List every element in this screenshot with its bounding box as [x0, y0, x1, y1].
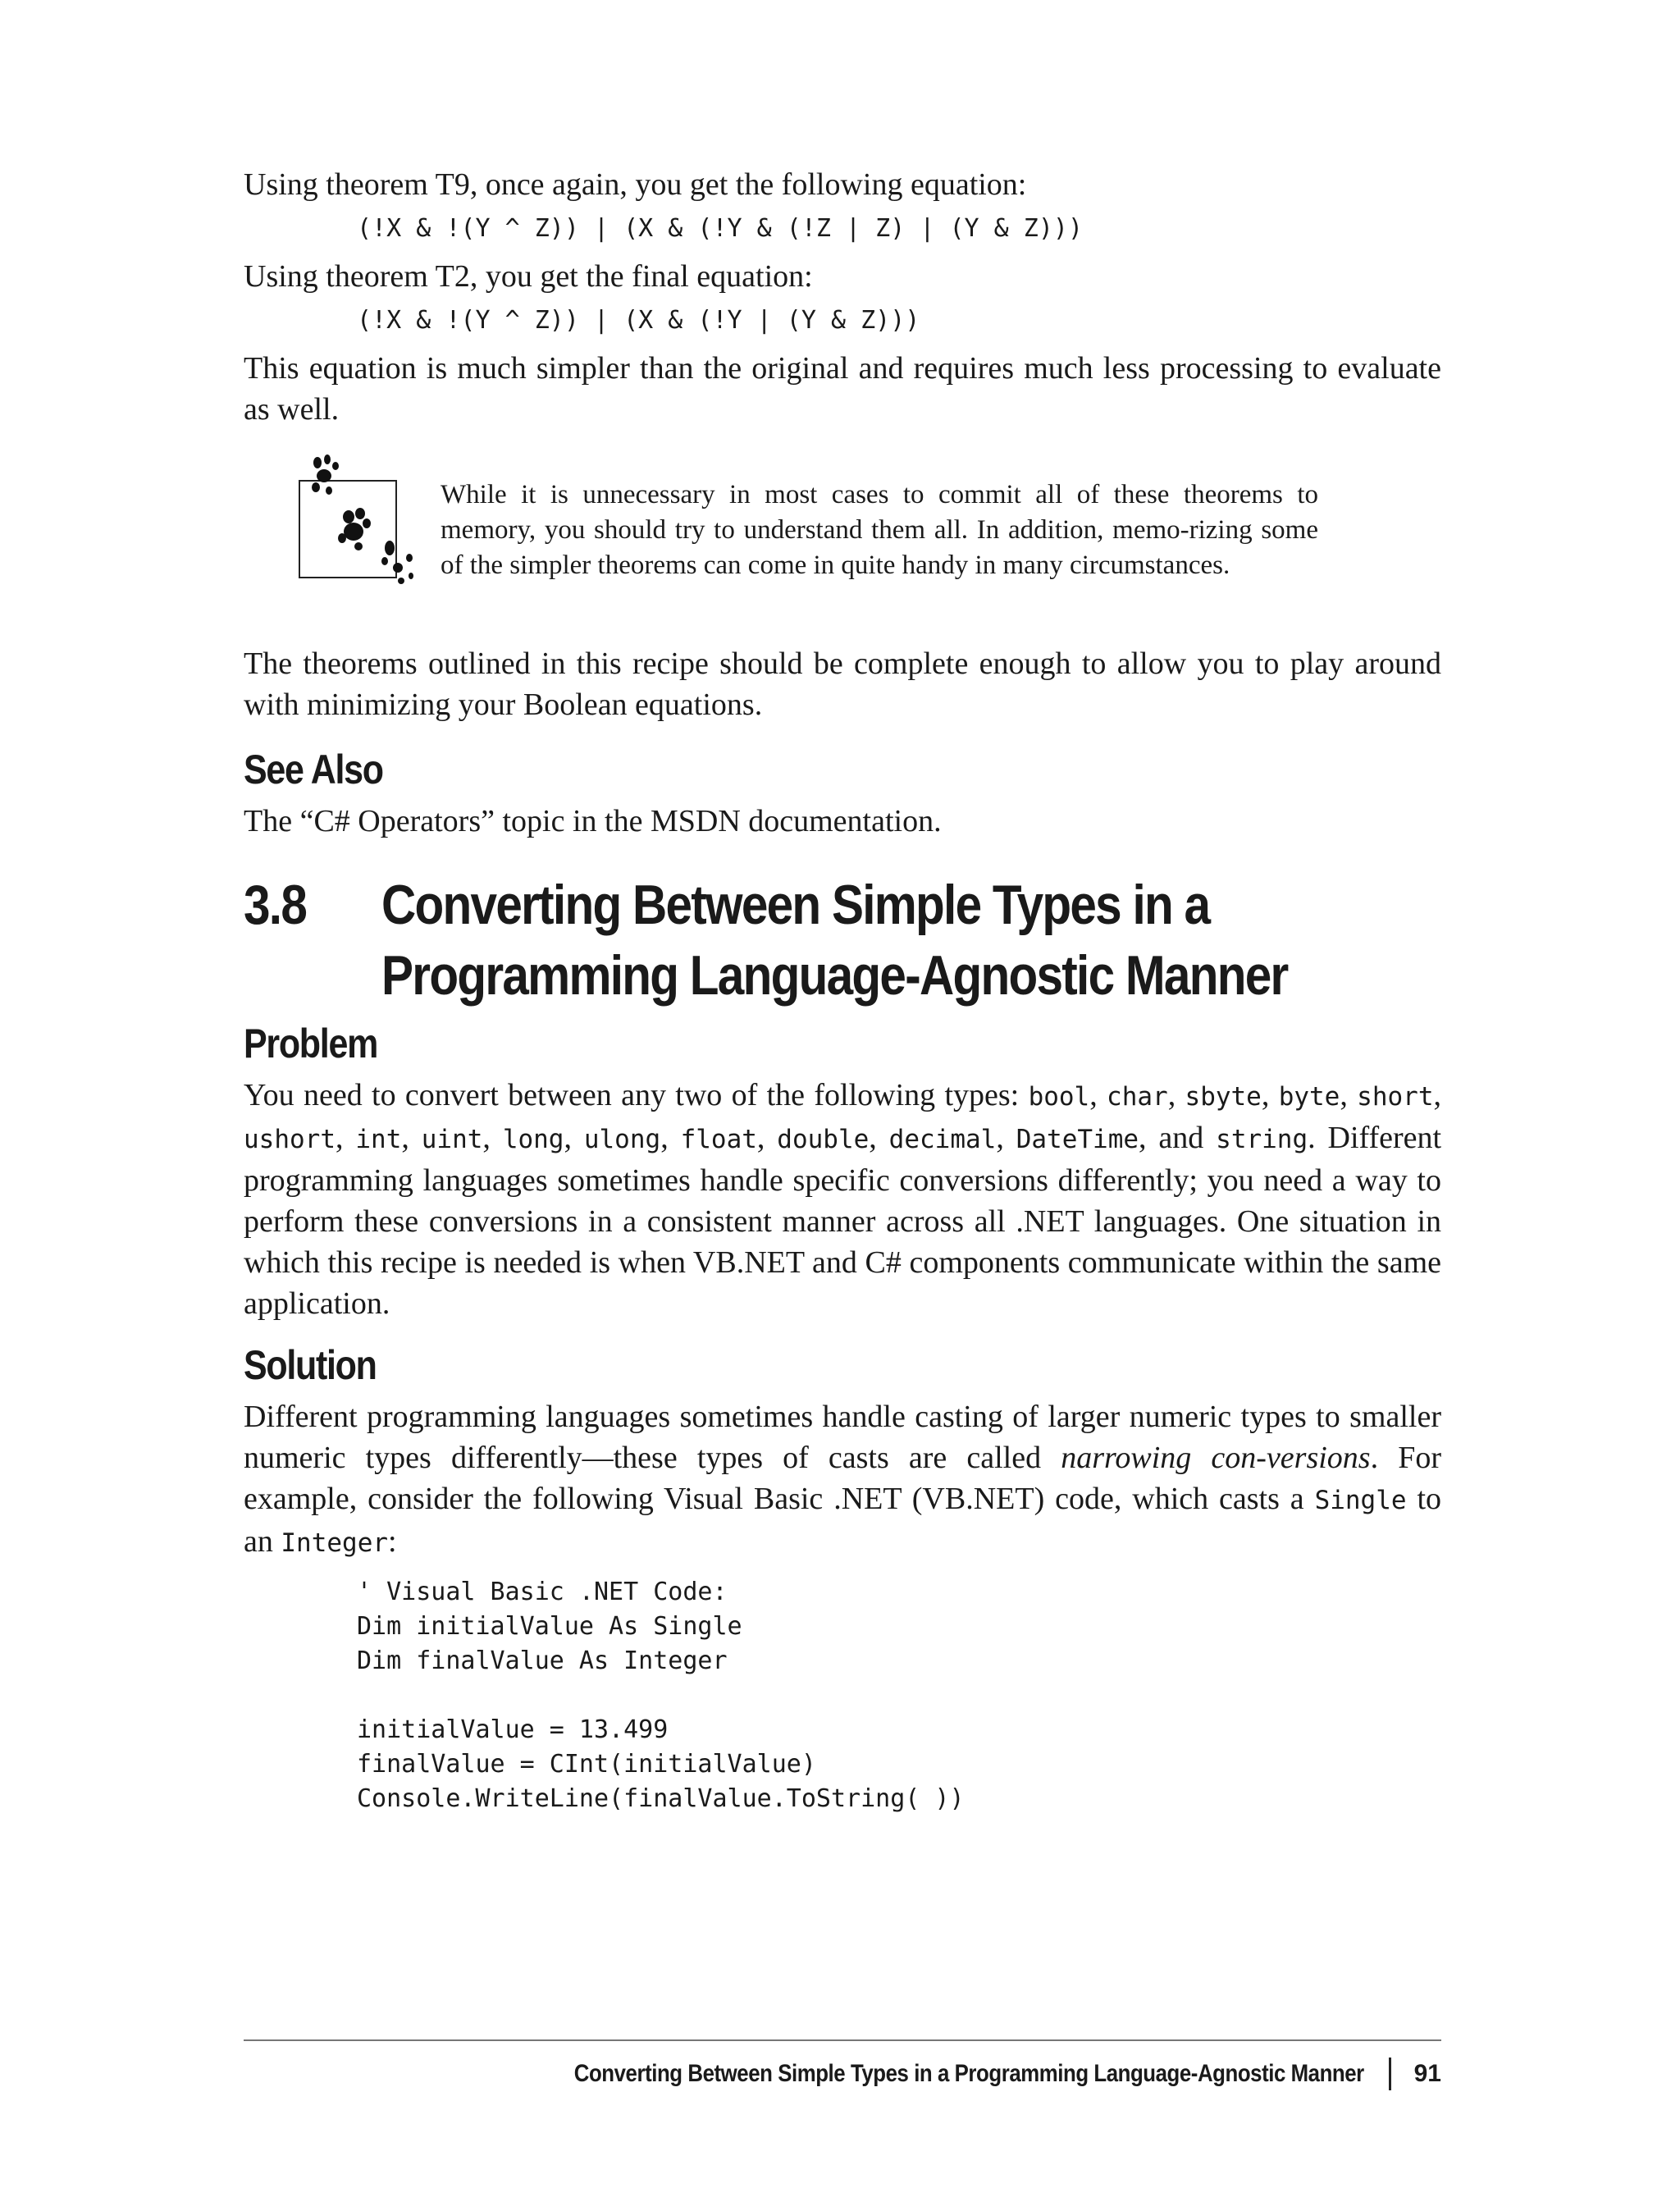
paw-prints-tip-icon — [293, 453, 416, 592]
code-line — [357, 1678, 1441, 1713]
tip-note-text: While it is unnecessary in most cases to commit all of these theorems to memory, you should try to understand them all. In addition, memo-rizing some of the simpler theorems can come in quite handy in many circumstances. — [441, 480, 1318, 580]
equation-2: (!X & !(Y ^ Z)) | (X & (!Y | (Y & Z))) — [357, 306, 920, 335]
code-line: Dim initialValue As Single — [357, 1612, 742, 1641]
section-number: 3.8 — [244, 874, 307, 936]
solution-text: Different programming languages sometimes handle casting of larger numeric types to smaller numeric types differently—these types of casts are called narrowing con-versions. For example, consider the following Visual Basic .NET (VB.NET) code, which casts a Single to an Integer: — [244, 1400, 1442, 1559]
tip-note — [244, 453, 1441, 643]
type-int: int — [355, 1125, 402, 1154]
paragraph-theorem-t2: Using theorem T2, you get the final equation: — [244, 259, 813, 294]
code-line: finalValue = CInt(initialValue) — [357, 1750, 816, 1779]
problem-heading: Problem — [244, 1021, 378, 1066]
type-short: short — [1357, 1082, 1434, 1112]
problem-text: You need to convert between any two of the following types: bool, char, sbyte, byte, short, ushort, int, uint, long, ulong, float, double, decimal, DateTime, and string. Different programming languages sometimes handle specific conversions differently; you need a way to perform these conversions in a consistent manner across all .NET languages. One situation in which this recipe is needed is when VB.NET and C# components communicate within the same application. — [244, 1078, 1442, 1321]
type-long: long — [502, 1125, 564, 1154]
problem-intro: You need to convert between any two of the following types: — [244, 1078, 1029, 1112]
code-line: Console.WriteLine(finalValue.ToString( )) — [357, 1784, 965, 1813]
section-title-line-2: Programming Language-Agnostic Manner — [381, 944, 1288, 1007]
page-footer — [244, 2039, 1441, 2090]
see-also-heading: See Also — [244, 747, 383, 792]
section-title-text — [381, 870, 1288, 1011]
vbnet-code-block — [244, 1575, 1441, 1816]
running-title: Converting Between Simple Types in a Programming Language-Agnostic Manner — [573, 2060, 1364, 2087]
code-single: Single — [1314, 1486, 1407, 1515]
equation-1: (!X & !(Y ^ Z)) | (X & (!Y & (!Z | Z) | (Y & Z))) — [357, 214, 1084, 243]
code-line: initialValue = 13.499 — [357, 1715, 669, 1744]
paragraph-simpler-equation: This equation is much simpler than the original and requires much less processing to evaluate as well. — [244, 351, 1441, 427]
type-uint: uint — [421, 1125, 483, 1154]
type-byte: byte — [1278, 1082, 1340, 1112]
code-line: ' Visual Basic .NET Code: — [357, 1578, 728, 1606]
see-also-text: The “C# Operators” topic in the MSDN documentation. — [244, 804, 942, 838]
footer-separator — [1389, 2058, 1391, 2090]
problem-rest: Different programming languages sometimes handle specific conversions differently; you need a way to perform these conversions in a consistent manner across all .NET languages. One situation in which this recipe is needed is when VB.NET and C# components communicate within the same application. — [244, 1121, 1442, 1321]
page-number: 91 — [1413, 2060, 1441, 2087]
solution-heading: Solution — [244, 1342, 377, 1388]
page-body — [244, 164, 1441, 1816]
type-float: float — [680, 1125, 757, 1154]
code-integer: Integer — [281, 1528, 389, 1558]
section-title — [244, 870, 1441, 1011]
type-ulong: ulong — [583, 1125, 661, 1154]
section-title-line-1: Converting Between Simple Types in a — [381, 874, 1210, 936]
type-ushort: ushort — [244, 1125, 336, 1154]
narrowing-conversions-term: narrowing con-versions — [1061, 1441, 1371, 1475]
type-decimal: decimal — [888, 1125, 997, 1154]
paragraph-theorem-t9: Using theorem T9, once again, you get the following equation: — [244, 167, 1027, 202]
paragraph-theorems-outlined: The theorems outlined in this recipe should be complete enough to allow you to play around with minimizing your Boolean equations. — [244, 646, 1441, 722]
type-string: string — [1216, 1125, 1308, 1154]
type-datetime: DateTime — [1016, 1125, 1139, 1154]
footer-content — [445, 2058, 1441, 2090]
code-line: Dim finalValue As Integer — [357, 1647, 728, 1675]
type-double: double — [777, 1125, 870, 1154]
type-sbyte: sbyte — [1185, 1082, 1262, 1112]
type-bool: bool — [1028, 1082, 1090, 1112]
type-char: char — [1107, 1082, 1168, 1112]
